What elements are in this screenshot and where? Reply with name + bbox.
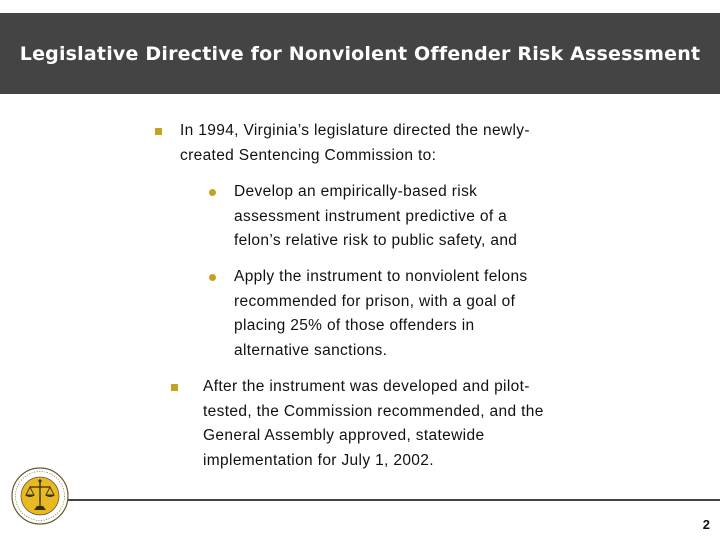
sub-bullet-1-line-1: Develop an empirically-based risk [234, 183, 478, 200]
bullet-2-line-3: General Assembly approved, statewide [203, 427, 485, 444]
page-number: 2 [702, 517, 710, 532]
sub-bullet-2-line-2: recommended for prison, with a goal of [234, 292, 516, 310]
sub-bullet-2-line-4: alternative sanctions. [234, 341, 388, 359]
bullet-2-line-2: tested, the Commission recommended, and the [203, 402, 544, 420]
sub-bullet-1-line-3: felon’s relative risk to public safety, and [234, 232, 518, 249]
bullet-1-line-1: In 1994, Virginia’s legislature directed the newly- [180, 122, 530, 139]
sub-bullet-2-text [234, 265, 528, 363]
bullet-1-line-2: created Sentencing Commission to: [180, 146, 437, 164]
sub-bullet-2-line-1: Apply the instrument to nonviolent felons [234, 268, 528, 285]
sub-bullet-2-line-3: placing 25% of those offenders in [234, 317, 475, 334]
sub-bullet-1-line-2: assessment instrument predictive of a [234, 207, 508, 225]
commission-seal-icon [10, 466, 70, 526]
slide-title: Legislative Directive for Nonviolent Offender Risk Assessment [19, 42, 701, 65]
round-bullet-icon [209, 274, 216, 281]
bullet-2-line-4: implementation for July 1, 2002. [203, 451, 434, 469]
title-bar [0, 13, 720, 94]
round-bullet-icon [209, 189, 216, 196]
bullet-2-text [203, 375, 544, 473]
bullet-2-line-1: After the instrument was developed and pilot- [203, 378, 530, 395]
footer-rule [62, 499, 720, 501]
square-bullet-icon [171, 384, 178, 391]
sub-bullet-1-text [234, 180, 517, 254]
bullet-1-text [180, 119, 530, 168]
square-bullet-icon [155, 128, 162, 135]
